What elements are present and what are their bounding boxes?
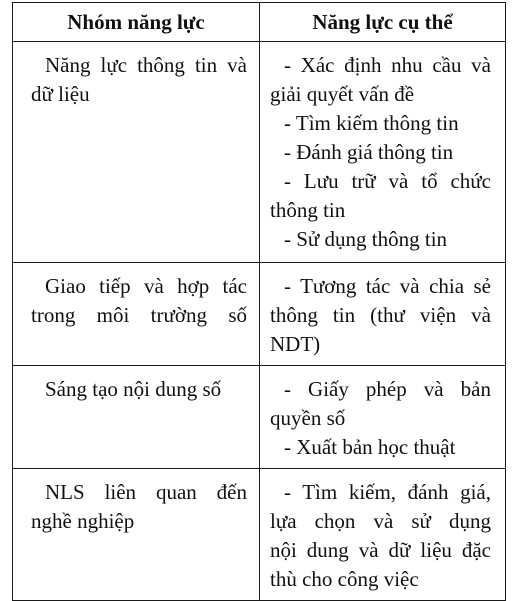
table-row (13, 42, 506, 263)
header-specific-competency: Năng lực cụ thể (260, 3, 506, 42)
detail-cell (260, 469, 506, 601)
detail-cell (260, 366, 506, 469)
detail-line: - Tương tác và chia sẻ (284, 274, 491, 298)
group-line: Năng lực thông tin và (45, 53, 247, 77)
group-cell (13, 42, 260, 263)
detail-line: lựa chọn và sử dụng (270, 509, 491, 533)
header-competency-group: Nhóm năng lực (13, 3, 260, 42)
detail-line: giải quyết vấn đề (270, 82, 415, 106)
detail-line: - Sử dụng thông tin (284, 227, 448, 251)
group-line: nghề nghiệp (31, 509, 135, 533)
detail-line: - Giấy phép và bản (284, 377, 491, 401)
table-header-row (13, 3, 506, 42)
group-cell (13, 366, 260, 469)
detail-line: - Tìm kiếm, đánh giá, (284, 480, 491, 504)
detail-cell (260, 42, 506, 263)
detail-cell (260, 263, 506, 366)
detail-line: - Lưu trữ và tổ chức (284, 169, 491, 193)
detail-line: thù cho công việc (270, 567, 419, 591)
group-line: Giao tiếp và hợp tác (45, 274, 247, 298)
table-row (13, 366, 506, 469)
detail-line: thông tin (270, 198, 346, 222)
competency-table (12, 2, 506, 601)
detail-line: nội dung và dữ liệu đặc (270, 538, 491, 562)
detail-line: quyền số (270, 406, 346, 430)
detail-line: NDT) (270, 332, 321, 356)
table-row (13, 469, 506, 601)
detail-line: thông tin (thư viện và (270, 303, 491, 327)
group-line: NLS liên quan đến (45, 480, 247, 504)
group-line: Sáng tạo nội dung số (45, 377, 222, 401)
group-line: trong môi trường số (31, 303, 247, 327)
detail-line: - Xác định nhu cầu và (284, 53, 491, 77)
group-cell (13, 263, 260, 366)
detail-line: - Xuất bản học thuật (284, 435, 456, 459)
detail-line: - Đánh giá thông tin (284, 140, 454, 164)
detail-line: - Tìm kiếm thông tin (284, 111, 459, 135)
table-row (13, 263, 506, 366)
group-line: dữ liệu (31, 82, 90, 106)
group-cell (13, 469, 260, 601)
